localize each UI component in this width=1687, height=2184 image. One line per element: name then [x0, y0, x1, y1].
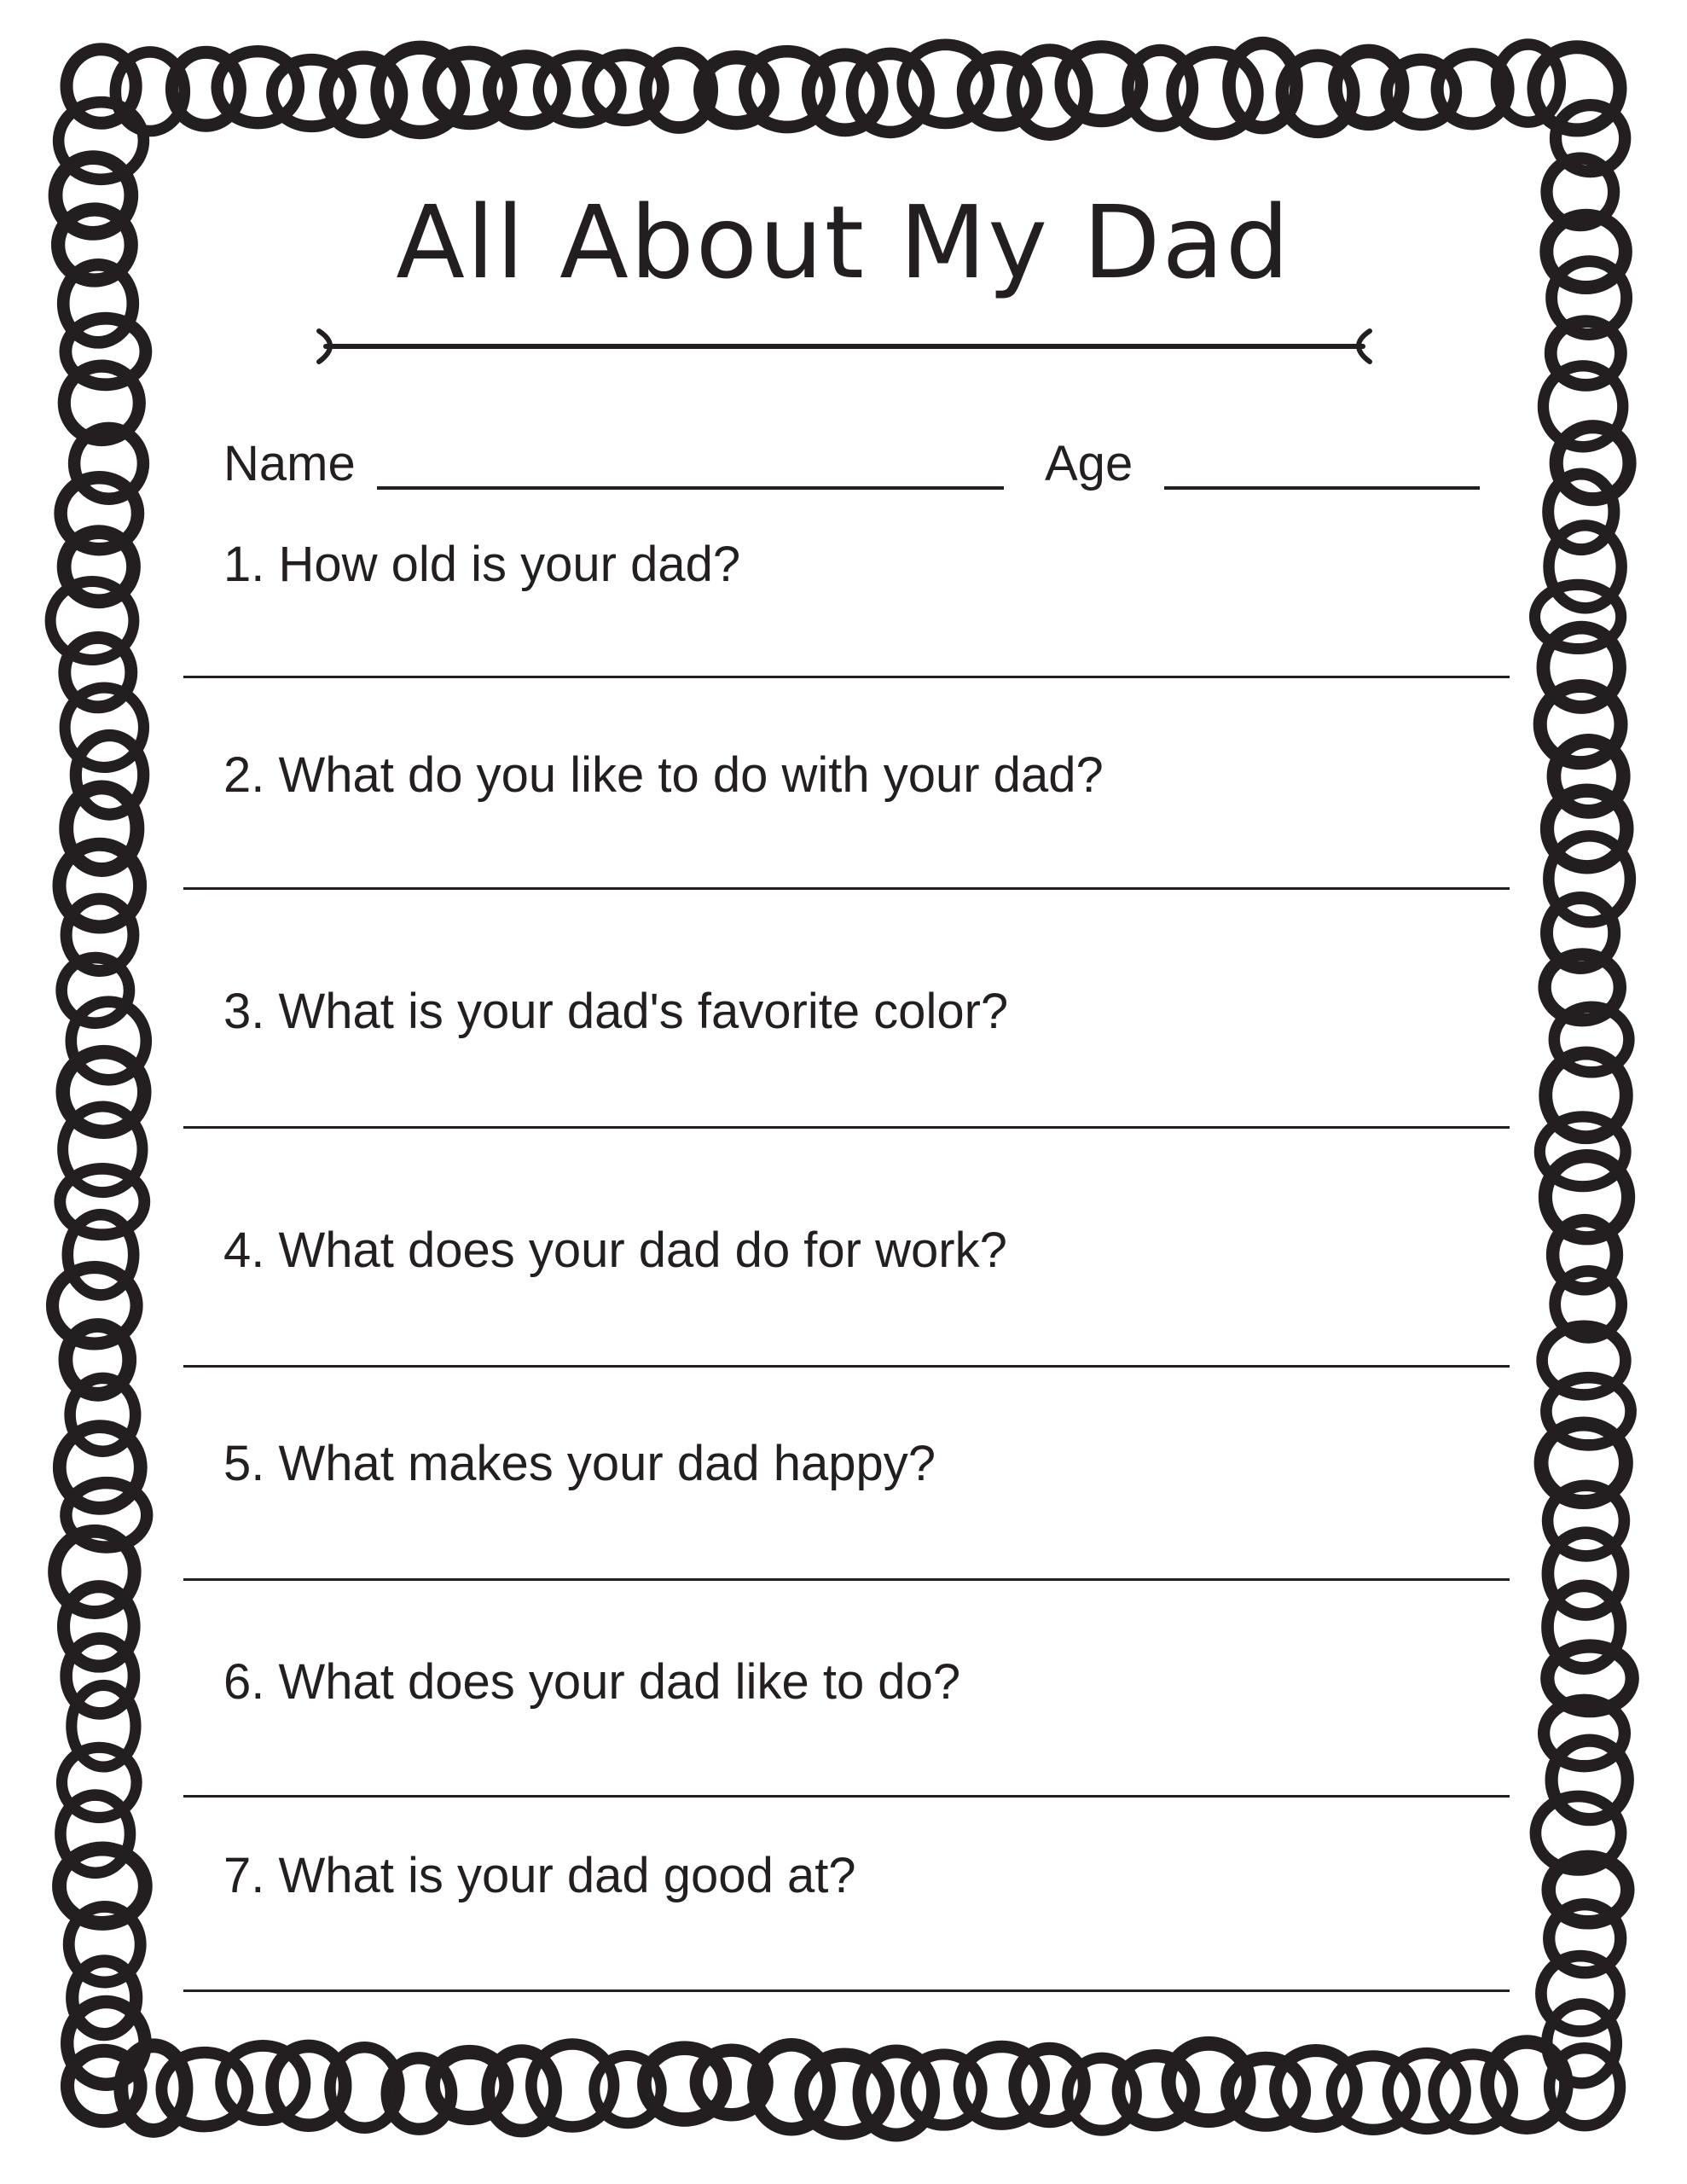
question-1: 1. How old is your dad?: [223, 537, 741, 592]
answer-line-5[interactable]: [183, 1578, 1510, 1581]
name-blank-line[interactable]: [377, 486, 1004, 490]
page-title: All About My Dad: [396, 183, 1291, 301]
answer-line-6[interactable]: [183, 1795, 1510, 1798]
title-underline-divider: [307, 316, 1382, 375]
question-4: 4. What does your dad do for work?: [223, 1223, 1007, 1278]
answer-line-4[interactable]: [183, 1365, 1510, 1368]
question-3: 3. What is your dad's favorite color?: [223, 984, 1009, 1039]
answer-line-7[interactable]: [183, 1989, 1510, 1992]
age-blank-line[interactable]: [1164, 486, 1480, 490]
answer-line-1[interactable]: [183, 676, 1510, 678]
answer-line-2[interactable]: [183, 887, 1510, 890]
border-loop: [1534, 47, 1620, 130]
question-7: 7. What is your dad good at?: [223, 1848, 856, 1903]
age-label: Age: [1045, 436, 1133, 491]
question-5: 5. What makes your dad happy?: [223, 1436, 936, 1491]
border-loop: [1557, 427, 1630, 499]
question-6: 6. What does your dad like to do?: [223, 1654, 961, 1710]
border-loop: [67, 2002, 145, 2085]
answer-line-3[interactable]: [183, 1126, 1510, 1129]
question-2: 2. What do you like to do with your dad?: [223, 747, 1104, 803]
name-label: Name: [223, 436, 356, 491]
